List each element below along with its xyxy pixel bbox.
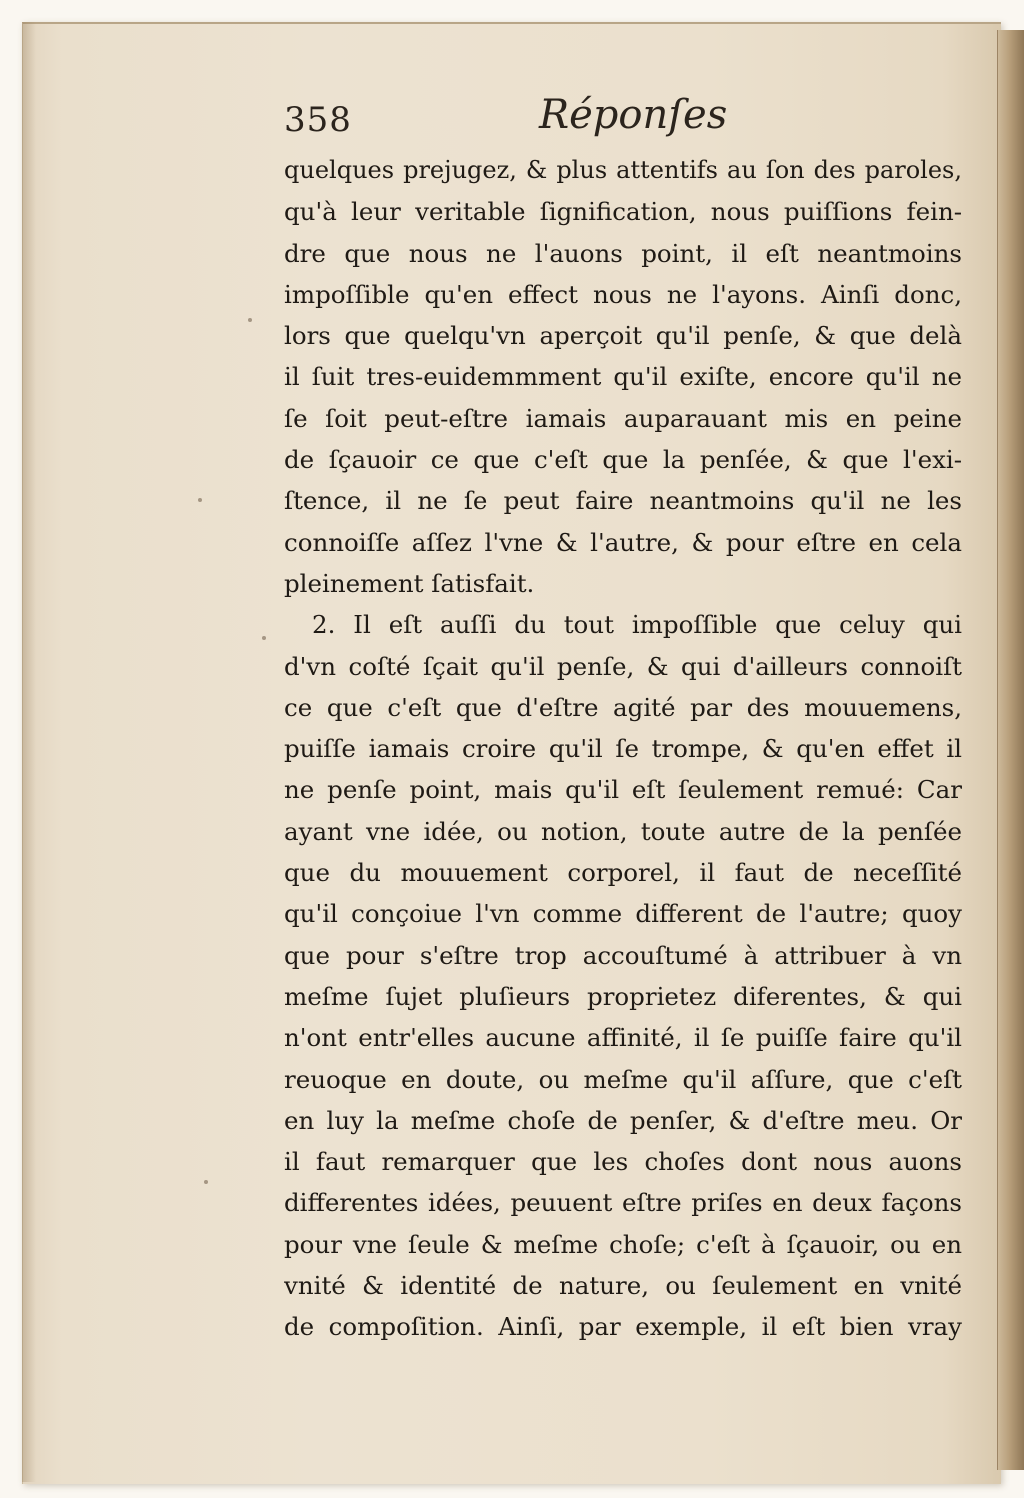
text-line: dre que nous ne l'auons point, il eſt neantmoins bbox=[284, 238, 962, 268]
page-header bbox=[284, 88, 960, 148]
text-line: reuoque en doute, ou meſme qu'il aſſure, que c'eſt bbox=[284, 1064, 962, 1094]
paper-speck bbox=[248, 318, 252, 322]
text-line: que pour s'eſtre trop accouſtumé à attribuer à vn bbox=[284, 940, 962, 970]
paper-speck bbox=[262, 636, 266, 640]
text-line: de ſçauoir ce que c'eſt que la penſée, & que l'exi- bbox=[284, 445, 962, 475]
text-line: pour vne ſeule & meſme choſe; c'eſt à ſçauoir, ou en bbox=[284, 1229, 962, 1259]
text-line: de compoſition. Ainſi, par exemple, il eſt bien vray bbox=[284, 1312, 962, 1342]
text-line: d'vn coſté ſçait qu'il penſe, & qui d'ailleurs connoiſt bbox=[284, 651, 962, 681]
text-line: impoſſible qu'en effect nous ne l'ayons. Ainſi donc, bbox=[284, 279, 962, 309]
text-line: ne penſe point, mais qu'il eſt ſeulement remué: Car bbox=[284, 775, 962, 805]
text-line: connoiſſe aſſez l'vne & l'autre, & pour eſtre en cela bbox=[284, 527, 962, 557]
paper-speck bbox=[198, 498, 202, 502]
paragraph-start-line: 2. Il eſt auſſi du tout impoſſible que celuy qui bbox=[312, 610, 962, 640]
page-edge-stack bbox=[997, 30, 1024, 1470]
text-line: vnité & identité de nature, ou ſeulement en vnité bbox=[284, 1271, 962, 1301]
text-line: ſtence, il ne ſe peut faire neantmoins qu'il ne les bbox=[284, 486, 962, 516]
page-number: 358 bbox=[284, 100, 352, 140]
text-line: quelques prejugez, & plus attentifs au ſon des paroles, bbox=[284, 156, 962, 184]
text-line: ce que c'eſt que d'eſtre agité par des mouuemens, bbox=[284, 692, 962, 722]
paper-speck bbox=[204, 1180, 208, 1184]
gutter-shadow bbox=[22, 22, 36, 1482]
running-title: Réponſes bbox=[539, 92, 728, 138]
text-line: qu'à leur veritable ſignification, nous puiſſions fein- bbox=[284, 197, 962, 227]
text-line: n'ont entr'elles aucune affinité, il ſe puiſſe faire qu'il bbox=[284, 1023, 962, 1053]
text-line: en luy la meſme choſe de penſer, & d'eſtre meu. Or bbox=[284, 1105, 962, 1135]
text-line: puiſſe iamais croire qu'il ſe trompe, & qu'en effet il bbox=[284, 734, 962, 764]
text-line: qu'il conçoiue l'vn comme different de l'autre; quoy bbox=[284, 899, 962, 929]
text-line: lors que quelqu'vn aperçoit qu'il penſe, & que delà bbox=[284, 321, 962, 351]
text-line: ſe ſoit peut-eſtre iamais auparauant mis en peine bbox=[284, 403, 962, 433]
text-line: differentes idées, peuuent eſtre priſes en deux façons bbox=[284, 1188, 962, 1218]
text-line: que du mouuement corporel, il faut de neceſſité bbox=[284, 858, 962, 888]
text-line: meſme ſujet pluſieurs proprietez diferentes, & qui bbox=[284, 981, 962, 1011]
text-line: il ſuit tres-euidemmment qu'il exiſte, encore qu'il ne bbox=[284, 362, 962, 392]
body-text bbox=[284, 150, 962, 1348]
paragraph-end-line: pleinement ſatisfait. bbox=[284, 568, 535, 598]
text-line: il faut remarquer que les choſes dont nous auons bbox=[284, 1147, 962, 1177]
text-line: ayant vne idée, ou notion, toute autre de la penſée bbox=[284, 816, 962, 846]
